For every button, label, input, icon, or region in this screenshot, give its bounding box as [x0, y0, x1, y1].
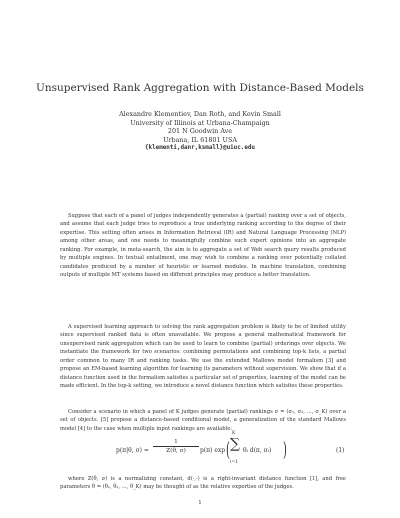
- equation-numerator: 1: [174, 439, 178, 445]
- equation-fraction: [153, 439, 199, 454]
- abstract-paragraph: Suppose that each of a panel of judges independently generates a (partial) ranking over a set of objects, and assume that each judge tries to reproduce a true underlying ranking according to the degree of their expertise. This setting often arises in Information Retrieval (IR) and Natural Language Processing (NLP) among other areas, and one needs to meaningfully combine such expert opinions into an aggregate ranking. For example, in meta-search, the aim is to aggregate a set of Web search query results produced by multiple engines. In textual entailment, one may wish to combine a ranking over potentially collated candidates produced by a number of heuristic or learned modules. In machine translation, combining outputs of multiple MT systems based on different principles may produce a better translation.: [60, 213, 346, 279]
- author-names: Alexandre Klementiev, Dan Roth, and Kevin Small: [119, 110, 281, 118]
- sum-lower-limit: i=1: [230, 460, 239, 465]
- author-email: {klementi,danr,ksmall}@uiuc.edu: [145, 145, 255, 152]
- author-block: [0, 110, 400, 153]
- equation-sum-body: θᵢ d(π, σᵢ): [243, 447, 272, 454]
- author-city: Urbana, IL 61801 USA: [163, 135, 237, 144]
- sum-sign: ∑: [230, 436, 240, 452]
- equation-1: [0, 431, 400, 467]
- paper-title: Unsupervised Rank Aggregation with Distance-Based Models: [36, 82, 364, 94]
- body-paragraph-4: where Z(θ, σ) is a normalizing constant, d(·,·) is a right-invariant distance function [1], and free parameters θ = (θ₁, θ₂, ..., θ_K) may be thought of as the relative expertise of the judges.: [60, 476, 346, 491]
- body-paragraph-2: A supervised learning approach to solving the rank aggregation problem is likely to be of limited utility since supervised ranked data is often unavailable. We propose a general mathematical framework for unsupervised rank aggregation which can be used to learn to combine (partial) orderings over objects. We instantiate the framework for two scenarios: combining permutations and combining top-k lists, a partial order common to many IR and ranking tasks. We use the extended Mallows model formalism [3] and propose an EM-based learning algorithm for learning its parameters without supervision. We show that if a distance function used in the formalism satisfies a particular set of properties, learning of the model can be made efficient. In the top-k setting, we introduce a novel distance function which satisfies these properties.: [60, 324, 346, 390]
- author-affiliation: University of Illinois at Urbana-Champaign: [130, 118, 270, 127]
- equation-denominator: Z(θ, σ): [166, 448, 186, 454]
- equation-number: (1): [336, 447, 345, 454]
- left-paren: (: [225, 437, 230, 461]
- right-paren: ): [282, 437, 287, 461]
- equation-prior-exp: p(π) exp: [200, 447, 226, 454]
- page-number: 1: [198, 500, 202, 506]
- author-street: 201 N Goodwin Ave: [167, 127, 233, 136]
- fraction-bar: [153, 446, 199, 447]
- sum-upper-limit: K: [232, 431, 236, 436]
- equation-lhs: p(π|θ, σ) =: [116, 447, 149, 454]
- body-paragraph-3: Consider a scenario in which a panel of K judges generate (partial) rankings σ = (σ₁, σ₂, ..., σ_K) over a set of objects. [5] propose a distance-based conditional model, a generalization of the standard Mallows model [4] to the case when multiple input rankings are available:: [60, 409, 346, 432]
